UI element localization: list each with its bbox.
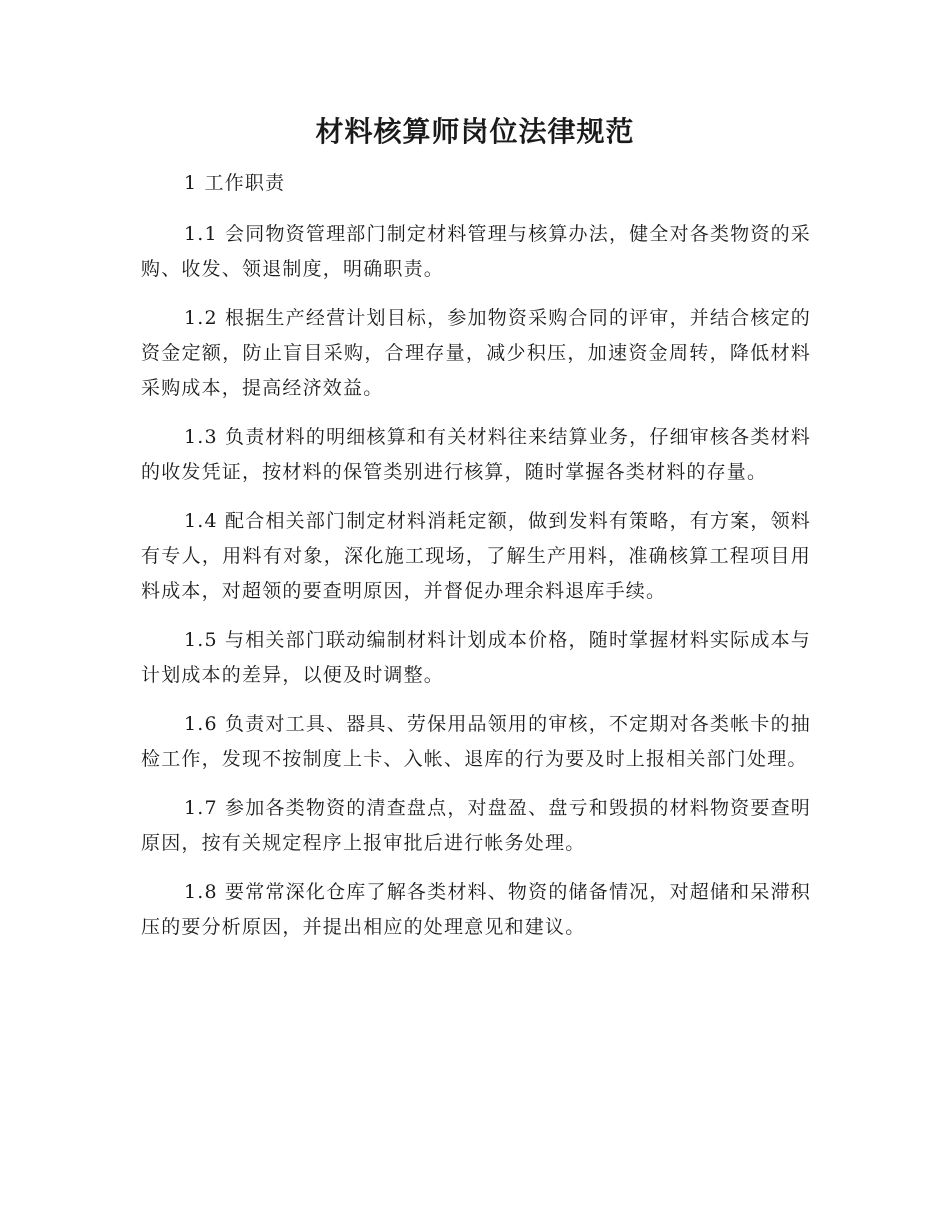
document-title: 材料核算师岗位法律规范 — [315, 115, 635, 148]
paragraph-1-4: 1.4 配合相关部门制定材料消耗定额，做到发料有策略，有方案，领料有专人，用料有对象，深化施工现场，了解生产用料，准确核算工程项目用料成本，对超领的要查明原因，并督促办理余料退库手续。 — [141, 510, 811, 602]
paragraph-1-1: 1.1 会同物资管理部门制定材料管理与核算办法，健全对各类物资的采购、收发、领退制度，明确职责。 — [141, 223, 811, 280]
section-heading: 1 工作职责 — [184, 172, 286, 194]
document-body — [141, 166, 811, 959]
paragraph-1-6: 1.6 负责对工具、器具、劳保用品领用的审核，不定期对各类帐卡的抽检工作，发现不按制度上卡、入帐、退库的行为要及时上报相关部门处理。 — [141, 713, 811, 770]
paragraph-1-2: 1.2 根据生产经营计划目标，参加物资采购合同的评审，并结合核定的资金定额，防止盲目采购，合理存量，减少积压，加速资金周转，降低材料采购成本，提高经济效益。 — [141, 307, 811, 399]
paragraph-1-8: 1.8 要常常深化仓库了解各类材料、物资的储备情况，对超储和呆滞积压的要分析原因，并提出相应的处理意见和建议。 — [141, 881, 811, 938]
paragraph-1-7: 1.7 参加各类物资的清查盘点，对盘盈、盘亏和毁损的材料物资要查明原因，按有关规定程序上报审批后进行帐务处理。 — [141, 797, 811, 854]
paragraph-1-3: 1.3 负责材料的明细核算和有关材料往来结算业务，仔细审核各类材料的收发凭证，按材料的保管类别进行核算，随时掌握各类材料的存量。 — [141, 426, 811, 483]
paragraph-1-5: 1.5 与相关部门联动编制材料计划成本价格，随时掌握材料实际成本与计划成本的差异，以便及时调整。 — [141, 629, 811, 686]
